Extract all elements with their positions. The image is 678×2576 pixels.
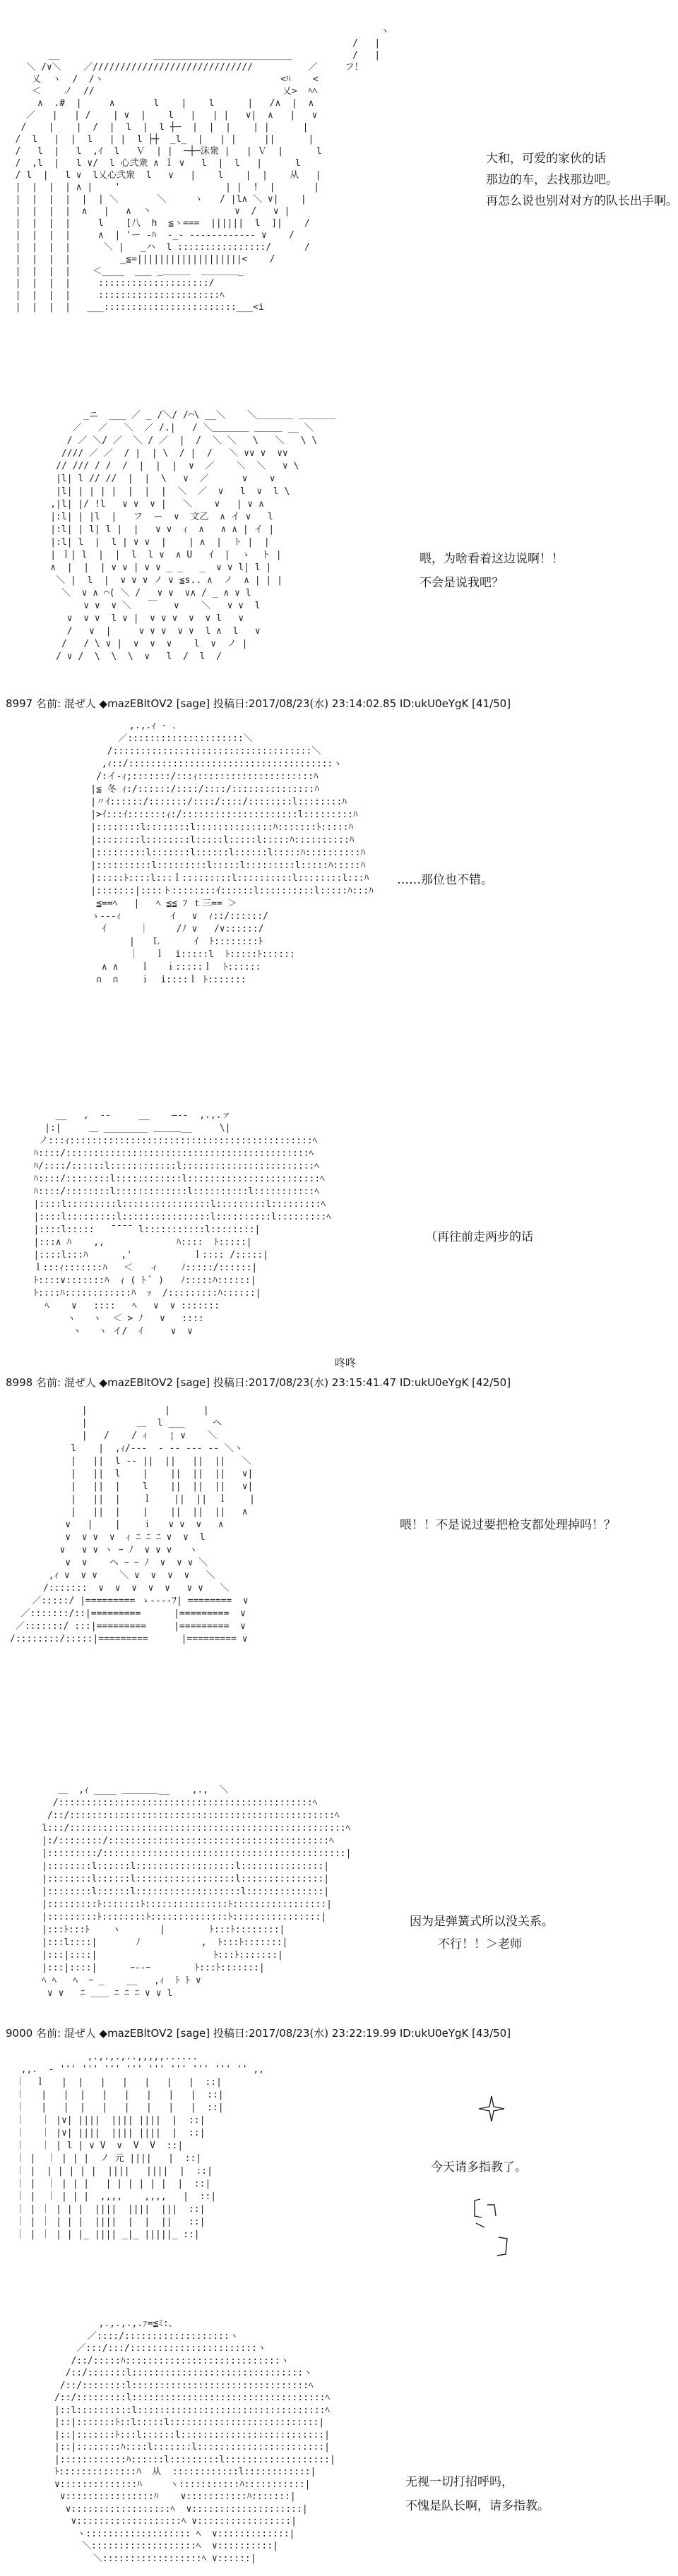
aa-illustration-armored-character: | | | | ＿ l ___ ヘ | / / ｨ ¦ ∨ ＼ l | ,ｨ/‐-- - -- --- -- ＼ヽ | || l ‐- || || || || ＼ | || l | || || || ∨| | || | l || || || ∨| | || | ｌ || || ｌ | | || | | || || || ∧ ∨ | | ｉ ∨ ∨ ∨ ∧ ∨ ∨ ∨ ∨ ｨ ﾆ ﾆ ﾆ ∨ ∨ l ∨ ∨ ∨ ヽ ｰ ﾉ ∨ ∨ ∨ ヽ ∨ ∨ ヘ ｰ ｰ ﾉ ∨ ∨ ∨ ＼ ,ｨ ∨ ∨ ∨ ＼ ∨ ∨ ∨ ∨ ＼ /::::::: ∨ ∨ ∨ ∨ ∨ ∨ ∨ ＼ ／:::::/ |========= ゝ----ﾌ| ======== ∨ ／:::::::/::|========= |========= ∨ ／:::::::/ :::|========= |========= ∨ /::::::::/:::::|========= |========= ∨ — [10, 1405, 255, 1644]
dialogue-block — [410, 1910, 554, 1956]
dialogue-line: 不行！！＞老师 — [438, 1937, 522, 1951]
dialogue-line: ……那位也不错。 — [397, 873, 493, 887]
dialogue-line: 再怎么说也别对对方的队长出手啊。 — [486, 194, 678, 208]
post-header: 9000 名前: 混ぜ人 ◆mazEBltOV2 [sage] 投稿日:2017/08/23(水) 23:22:19.99 ID:ukU0eYgK [43/50] — [6, 2027, 511, 2040]
aa-illustration-longhair-girl: ,.,.ｨ ‐ ､ ／:::::::::::::::::::::＼ /::::::::::::::::::::::::::::::::::::＼ ,ｨ::/:::::::::::::::::::::::::::::::::::::ヽ /:イ‐ｨ;:::::::/:::ｨ:::::::::::::::::::::ﾊ |≦ 冬 ｨ:/::::::/::::/::::/:::::::::::::::ﾊ |〃ｲ::::::/:::::::/::::/::::/::::::::l::::::::ﾊ |>ｲ:::ｲ:::::::ｨ:/:::::::::::::::::::::l:::::::::ﾊ |::::::::l::::::::l::::::::::::::ﾊ:::::::ﾄ:::::ﾊ |::::::::l::::::::l:::::l:::::l:::::ﾊ::::::::::ﾊ |:::::::::l:::::::l::::::l::::::l:::::ﾊ::::::::::ﾊ |::::::::::l:::::::::l:::::l:::::::::l:::::ﾊ:::::ﾊ |:::::ﾄ::::l:::ｌ:::::::::l::::::::::l::::::::l:::ﾊ |:::::::|::::ト::::::::ｲ::::::l::::::::::l:::::ﾊ:::ﾊ ≦==ﾍ | ﾍ ≦≦ ﾌ ｔ三== ＞ ゝ---ｨ ｲ ∨ ｨ::/::::::/ ｲ ｜ /ﾉ ∨ /∨::::::/ | Ｌ ｲ ﾄ::::::::ﾄ ｜ ｌ i:::::l ﾄ:::::ﾄ:::::: ∧ ∧ ｌ ｉ:::::ｌ ﾄ:::::: ∩ ∩ ｉ i::::ｌ ﾄ::::::: — [90, 721, 374, 985]
dialogue-block — [420, 547, 564, 595]
dialogue-block — [400, 1515, 616, 1536]
aa-illustration-captain: ,.,.,.,.ｧ=≦ﾐ:､ ／::::/:::::::::::::::::::ヽ ／:::/:::/:::::::::::::::::::::::ヽ /::/:::::ﾊ::::::::::::::::::::::::::::ヽ /::/:::::::l:::::::::::::::::::::::::::::::ヽ /::/::::::::l::::::::::::::::::::::::::::::::ﾍ /::/:::::::::l:::::::::::::::::::::::::::::::::::ﾍ |::l::::::::::l::::::::::::::::::::::::::::::::::ﾍ |::|:::::::ﾄ::l:::::l:::::::::::::::::::::::::::| |::|:::::::ﾄ:::l::::::l::::::::::::::::::::::::::| |::|::::::::ﾊ::::l:::::::l:::::::::::::::::::::::| |::::::::::::ﾊ::::::l:::::::::l:::::::::::::::::::| ﾄ::::::::::::::ﾊ 从 ::::::::::::l::::::::::::| ∨::::::::::::::ﾊ ヽ:::::::::::ﾊ:::::::::::| ∨::::::::::::::::ﾊ ∨:::::::::::ﾊ:::::::| ∨::::::::::::::::::ﾍ ∨::::::::::::::::::::| ∨:::::::::::::::::::ﾍ ∨:::::::::::::::::| ヽ::::::::::::::::::: ﾍ ∨:::::::::::::| ＼:::::::::::::::::::ﾍ ∨::::::::::| ＼::::::::::::::::::ﾍ ∨::::::| — [54, 2318, 335, 2564]
aa-illustration-long-haired-leader: ,.,.,.,..,,,,,...... ,,. ‐ ''' ''' ''' ''' ''' ''' ''' ''' '' ,, ｜ ｌ | | | | | | | ::| ｜ | | | | | | | | ::| ｜ | | | | | | | | ::| ｜ ｜ |∨| |||| |||| |||| | ::| ｜ ｜ |∨| |||| |||| |||| | ::| ｜ ｜ | l | ∨ V ∨ V V ::| ｜ | ｜ | | | ノ 元 |||| | ::| ｜ | | | | | | |||| |||| | ::| ｜ | ｜ | | | | | | | | | | ::| ｜ | ｜ | | | ,,,, ,,,, | ::| ｜ | ｜ | | | |||| |||| ||| ::| ｜ | ｜ | | | |||| | | || ::| ｜ | ｜ | | |_ |||| _|_ |||||_ ::| — [15, 2052, 265, 2240]
dialogue-line: 因为是弹簧式所以没关系。 — [410, 1915, 554, 1929]
dialogue-block — [397, 869, 493, 891]
dialogue-block — [486, 148, 678, 212]
post-header: 8997 名前: 混ぜ人 ◆mazEBltOV2 [sage] 投稿日:2017/08/23(水) 23:14:02.85 ID:ukU0eYgK [41/50] — [6, 697, 511, 710]
sparkle-icon — [477, 2095, 506, 2123]
aa-illustration-yamato: ヽ / | __ _________________________ / | ＼ /∨＼ ／///////////////////////////// ／ フ！ 乂 ヽ / /ヽ <ﾊ < ＜ ノ // 乂> ﾍﾍ ∧ .# | ∧ l | l | /∧ | ∧ ／ | | / | ∨ | l | | | ∨| ∧ | ∨ / | | / | l | l ┼─ | | | | | | / l | | l | | l ├┼ _l_ | | | || | / l | l ,ｲ l Ｖ | | ─┼─沫衆 | | Ｖ | l / ,l | l ∨/ l 心弐衆 ∧ ｌ ∨ l | l | l / l | l ∨ l乂心弐衆 l ∨ | l | | 从 | | | | | ∧ | ' | | ! | | | | | | | | ＼ ＼ ヽ / |l∧ ＼ ∨| | | | | | ∧ | ∧ 丶 ∨ / ∨ | | | | | l [八 h ≦ヽ=== |||||| l ]| / | | | | ∧ | 'ー -ﾊ -_- ------------ ∨ / | | | | ＼ | _ハ l ::::::::::::::::/ / | | | | _≦=|||||||||||||||||||< / | | | | ＜____ ___ _＿＿＿ ＿＿＿＿_ | | | | ::::::::::::::::::::/ | | | | ::::::::::::::::::::::ﾍ | | | | ___::::::::::::::::::::::::___<i — [15, 26, 390, 313]
figure-sketch-icon — [466, 2195, 516, 2258]
dialogue-line: 不愧是队长啊，请多指教。 — [405, 2499, 549, 2513]
dialogue-line: 喂，为啥看着这边说啊！！ — [420, 552, 564, 566]
aa-illustration-girl-shouting: _ニ ___ ／ _ /＼/ /⌒\ __＼ ＼＿＿＿＿ ＿＿＿＿ ／ ／ ＼ ／ /.| / ＼＿＿＿＿ ＿＿＿ __ ＼ / ／ ＼/ ／ ＼ / ／ | / ＼ ＼ \ ＼ \ \ //// ／ ／ / | | \ / | / ＼ ∨∨ ∨ ∨∨ // /// / / / | | | ∨ ／ ＼ ＼ ∨ \ |l| l // // | | \ ∨ ／ ∨ ∨ |l| | | | | | | | ＼ ／ ∨ l ∨ l \ ,|l| |/ !l ∨ ∨ ∨ | ＼ ∨ | ∨ ∧ |:l| | |l | フ ー ∨ 文乙 ∧ イ ∨ l |:l| | l| l | | ∨ ∨ ｨ ∧ ∧ ∧ | イ | |:l| l | l | ∨ ∨ | | ∧ | ト | | | ｌ| l | | l l ∨ ∧ U ｲ | ゝ ト | ∧ | | | ∨ ∨ | ∨ ∨ _ _ _ ∨ ∨ l| l | ＼ | l | ∨ ∨ ∨ ノ ∨ ≦s.. ∧ ノ ∧ | | | ＼ ∨ ∧ ⌒( ＼ / ∨ ∨ ∨∧ / _ ∧ ∨ l ∨ ∨ ∨ ＼ ￣ ∨ ＼ ∨ ∨ l ∨ ∨ ∨ l ∨ | ∨ ∨ ∨ ∨ ∨ l ∨ / ∨ | ∨ ∨ ∨ ∨ ∨ l ∧ l ∨ / / \ ∨ | ∨ ∨ ∨ l ∨ ノ | / ∨ / \ \ \ ∨ l / l / — [50, 410, 336, 662]
dialogue-line: （再往前走两步的话 — [425, 1230, 533, 1244]
dialogue-line: 今天请多指教了。 — [431, 2160, 527, 2174]
dialogue-line: 大和，可爱的家伙的话 — [486, 152, 606, 166]
dialogue-block — [425, 1227, 533, 1248]
dialogue-block — [405, 2470, 549, 2518]
aa-illustration-hat-girl: __ , ‐‐ __ ―‐‐ ,.,.ァ |:| ＿ ________ ＿＿＿__ \| ノ:::ｨ::::::::::::::::::::::::::::::::::::::::::::ﾍ ﾊ::::/::::::::::::::::::::::::::::::::::::::::::::ﾍ ﾊ/::::/::::::l::::::::::::l::::::::::::::::::::::::ﾍ ﾊ::::/::::::::l::::::::::::l::::::::::::::::::::::::ﾍ ﾊ::::/::::::::l:::::::::::::l::::::::::l:::::::::::ﾍ |::::l:::::::::l::::::::::::::::l:::::::::l:::::::::ﾍ |::::l:::::::::l::::::::::::::::l::::::::::l:::::::::ﾍ |::::l::::: ̄ ̄ ̄ ̄ l:::::::::::l::::::::| |:::∧ ﾊ ,, ﾊ:::: ﾄ:::::| |::::l:::ﾊ ,' ｌ:::: /:::::| ｌ:::ｨ:::::::ﾊ ＜ ィ ﾉ:::::/::::::| ﾄ::::∨:::::::ﾊ ｨ ( ﾄ ﾞ ) ﾉ:::::ﾊ::::::| ﾄ::::ﾊ::::::::::::ﾊ ｯ /:::::::::ﾊ::::::| ﾍ ∨ :::: ﾍ ∨ ∨ ::::::: ヽ ヽ ＜ > ﾉ ∨ :::: ヽ ヽ イ/ ｲ ∨ ∨ — [33, 1110, 331, 1337]
dialogue-line: 无视一切打招呼吗， — [405, 2475, 513, 2489]
dialogue-line: 不会是说我吧？ — [420, 576, 504, 590]
aa-illustration-teacher: ＿ ,ｨ ____ ＿＿＿＿__ ,., ＼ /::::::::::::::::::::::::::::::::::::::::::::::ﾍ /::/::::::::::::::::::::::::::::::::::::::::::::::::ﾍ l:::/::::::::::::::::::::::::::::::::::::::::::::::::::ﾍ |:/::::::::/::::::::::::::::::::::::::::::::::::::::ﾍ |:::::::::/::::::::::::::::::::::::::::::::::::::::::::| |::::::::l::::::l::::::::::::::::::l:::::::::::::::| |::::::::l::::::l::::::::::::::::::l:::::::::::::::| |::::::::l::::::l:::::::::::::::::::l::::::::::::::| |:::::::::ﾄ:::::::ﾄ:::::::::::::::ﾄ:::::::::::::::::| |:::::::::ﾄ::::::::ﾄ::::::::::::::ﾄ::::::::::::::::| |:::ﾄ:::ﾄ ヽ | ﾄ:::ﾄ::::::::| |:::l::::| ﾉ , ﾄ:::ﾄ:::::::| |:::|::::| ﾄ:::ﾄ:::::::| |:::|::::| ｰ-‐ｰ ﾄ:::ﾄ:::::::| ﾍ ﾍ ﾍ ｰ _ __ ,ｨ ﾄ ﾄ ∨ ∨ ∨ ﾆ ＿＿ ﾆ ﾆ ﾆ ∨ ∨ l — [42, 1785, 352, 1999]
post-header: 8998 名前: 混ぜ人 ◆mazEBltOV2 [sage] 投稿日:2017/08/23(水) 23:15:41.47 ID:ukU0eYgK [42/50] — [6, 1376, 511, 1389]
dialogue-block — [431, 2157, 527, 2178]
dialogue-line: 喂！！不是说过要把枪支都处理掉吗！？ — [400, 1518, 616, 1532]
dialogue-line: 那边的车，去找那边吧。 — [486, 173, 618, 187]
sound-effect-text: 咚咚 — [335, 1356, 357, 1369]
